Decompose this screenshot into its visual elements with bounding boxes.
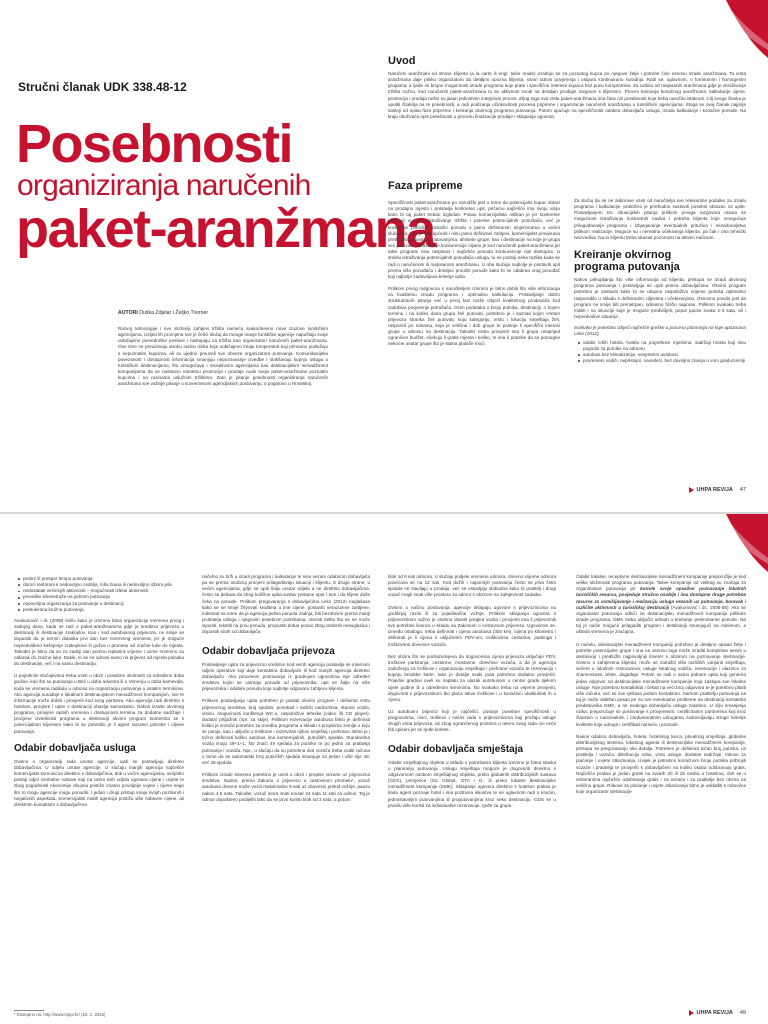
col2-text: načelno su brži u izradi programa i kalkulacije te nisu vezani odabirom dobavljača pa se prema osobnoj procjeni prilagođavaju situaciji i klijentu. S druge strane, u većim agencijama, gdje se upiti šalju unutar odjela a ne direktno dobavljačima, često se dešava da zbog količine upita sustav postane spor i tom i da klijent duže čeka na ponude. Prilikom pregovaranja s dobavljačima Leko (2012) naglašava kako se ne smije žrtvovati kvaliteta u ime cijene, postaviti nerazumne zahtjeve, indistrati na tome da je agencija jedina ponuda zadnja, biti bezobzirni prema manji prubateja usluga i njegovim posebnim potrebama, otezati nešto što se ne može ispuniti, tekstiti na prvu ponudu, propustiti dobar posao zbog osobnih nesuglasica i dopustiti strah od dobavljača. (202, 574, 370, 635)
col1-text: Avakumović i dr. (2008) ističu kako je iznimno bitna organizacija vremena prvog i zadnjeg dana, kada se radi o paket-aranžmanima gdje je sredstvo prijevoza u destinaciji ili destinacije zrakoplov. Kao i kod autobusnog prijevoza, ne smije se dopustiti da je termin dolaska prvi dan bez rezervnog vremena, jer je moguće nepredviđeno kašnjenje zrakoplova ili gužva u prometu od zračne luke do mjesta. Također je bitno da se za zadnji dan pomno isplanira vrijeme i uzme rezervno za odlazak do zračne luke. Dakle, to se ne odnosi samo na prijevoz od mjesta polaska do destinacije, već i na samu destinaciju. (14, 617, 184, 667)
article-type: Stručni članak UDK 338.48-12 (18, 80, 187, 94)
triangle-icon (689, 487, 694, 493)
list-item: obroci restorani s nedovoljno osoblja, loša hrana ili nedovoljno izbora jela (18, 582, 184, 588)
corner-decoration (706, 0, 768, 58)
smjestaj-heading: Odabir dobavljača smještaja (388, 743, 524, 755)
authors-names: Duška Zdjelar i Željko Trezner (139, 310, 209, 316)
prijevoz-text-3: Prilikom izrade itinerera potrebno je uzeti u obzir i propise vezane uz prijevozna sredstva. Naime, prema Zakonu o prijevozu u cestovnom prometu¹, vozač autobusa dnevno može voziti maksimalno 9 sati uz obavezni prekid vožnje, pauzu nakon 4,5 sata. Također, vozač mora imati unutar 24 sata 11 sati za odmor. Taj je odmor dopušteno podijeliti tako da se prvo koristi blok od 3 sata, a potom (202, 772, 370, 802)
col3-text: blok od 9 sati odmora. U slučaju podjele vremena odmora, dnevno vrijeme odmora povećava se na 12 sati. Kod dužih i napornijih putovanja često se prva četiri sjedala ne stavljaju u prodaju, već se ostavljaju slobodna kako bi pratitelj i drugi vozač mogli imati više prostora za odmor s obzirom na zahtjevnost zadatka. (388, 574, 557, 598)
title-line-2: organiziranja naručenih (17, 169, 311, 202)
list-item: prebrz ili prespor tempo putovanja (18, 576, 184, 582)
page-footer-47 (689, 487, 747, 493)
list-item: prebukirana kružna putovanja. (18, 607, 184, 613)
col3-text-4: Uz autobusni prijevoz koji je najčešći, postoje posebne specifičnosti u pregovorima, rizici, troškovi i načini rada s prijevoznicima koji pružaju usluge drugih vrsta prijevoza, ali zbog ograničenog prostora u okviru ovog rada oni neće biti opisani jer se rjeđe koriste. (388, 708, 556, 733)
triangle-icon (689, 1010, 694, 1016)
faza-section (388, 180, 560, 348)
uvod-heading: Uvod (388, 55, 416, 67)
page-number: 47 (739, 487, 746, 493)
faza-text-1: Specifičnost paket-aranžmana po narudžbi jest u tome da potencijalni kupac dolazi na prodajno mjesto i postavlja konkretan upit, pričemu najčešće ima svoju viziju kako bi taj paket trebao izgledati. Posao komercijalista oslikan je jer konkretne prethodi općenito istraživanje tržišta i potrebe potencijalnih potrošača, već je konkretan potrošač zatražio ponudu s jasno definiranim smjernicama u većini slučajeva. Ako je upit općenit i nisu jasno definirani zahtjevi, komercijalist provjerava prethodna iskustva s putovanjima, afinitete grupe, kao i destinacije na koje je grupa već putovala. Istraživanje konkurencije ciljano je kod naručenih paket-aranžmana jer takvi programi nisu raspisani i najčešće ponuda konkurencije nije dostupna. U smislu istraživanja potencijalnih ponuđača usluga, tu ne postoji neka razlika kada se radi o naručenom ili raspisanom aranžmanu. U oba slučaja najbolje je postaviti upit prema više ponuđača i detaljno proučiti ponude kako bi se odabrao onaj ponuđač koji najbolje zadovoljava kriterije upita. (388, 200, 560, 279)
footnote-rule (14, 1010, 44, 1011)
faza-heading: Faza pripreme (388, 180, 463, 192)
kreiranje-heading: Kreiranje okvirnog programa putovanja (574, 249, 680, 274)
col3-text-2: Ovisno o načinu poslovanja, agencije sklapaju ugovore s prijevoznicima na godišnjoj razini ili za pojedinačne vožnje. Prilikom sklapanja ugovora s prijevoznikom važno je osobno obaviti pregled vozila i provjeriti ima li prijevoznik sve potrebne licence u skladu sa Zakonom o cestovnom prijevozu. Ugovorom se, između ostaloga, treba definirati i cijena autobusa (300 km), cijena po kilometru i definirati je li cijena s uključenim PDV-om, troškovima cestarina, parkinga i troškovima dnevnice vozača. (388, 604, 556, 647)
column-3 (388, 574, 556, 809)
column-4 (576, 574, 746, 795)
list-item: nepovoljna organizacija za putovanje u destinaciji (18, 601, 184, 607)
odabir-usluga-heading: Odabir dobavljača usluga (14, 742, 136, 754)
col4-text-2: U načelu, destinacijski menadžment kompaniji potrebno je detaljno opisati želje i potrebe potencijalne grupe i ona na osnovu toga može izraditi kompletan servis u destinaciji i predložiti najpovoljniji itinerer s obzirom na poznavanje destinacije. Ovisno o zahtjevima klijenta, može se zatražiti više različitih varijanti smještaja, večere u lokalnim restoranima, usluge lokalnog vodiča, rezervacije i ulaznice za znamenitosti, izlete, događaje. Pritom se radi o samo jednom upitu koji generira jedan odgovor od destinacijske menadžment kompanije koja zastupa sve lokalne usluge. Nije potrebno kontaktirati i čekati na veći broj odgovora te je potrebno platiti više računa, već se sve rješava jednim kontaktom. Samom pratitelju putovanja na taj je način olakšan posao jer za sve eventualne probleme na destinaciji kontaktira predstavnika DMK, a ne svakoga dobavljača usluga zasebno. U cilju smanjenja rizika, preporučuje se poslovanje s provjerenim, certificiranim partnerima koji kroz članstvo u nacionalnim i međunarodnim udrugama zadovoljavaju stroge kriterije kvalitete koje udruge i certifikati nameću i provode. (576, 641, 746, 727)
list-item: autobusi bez klimatizacije, nespremni autobusi (578, 352, 746, 358)
intro-paragraph: Razvoj tehnologije i sve složeniji zahtjevi tržišta nameću svakodnevno nove izazove turističkim agencijama. Usljed tih promjena sve je češći slučaj da mnoge manje turističke agencije napuštaju svoje uobičajene posredničke poslove i nastupaju na tržištu kao organizatori naručenih paket-aranžmana. One time ne preuzimaju visoku razinu rizika koje uobičajeno imaju turoperatori koji primamo poslužuju s nepoznatim kupcima, ali su ujedno preuzeli sve obveze organizatora putovanja. Komunikacijska povezanost i dostupnost informacija smanjuju nepoznavanje izvedbe i olakšavaju kupnju usluga u turističkim destinacijama, što omogućava i receptivnim agencijama kao destinacijskim menadžment kompanijama da se nastavno nametnu promocije i prodaje nude svoje paket-aranžmane poznatim kupcima i na razinama uslužnim tržištima. Zato je pitanje posebnosti organiziranja naručenih aranžmana sve važnije pitanje u suvremenom agencijskom poslovanju, a pogotovo u Hrvatskoj. (118, 326, 328, 387)
list-item: nedostatak večernjih aktivnosti – mogućnosti izleta/ aktivnosti (18, 588, 184, 594)
list-item: odabir loših hotela, hotela na pogrešnim mjestima, sadržaji hotela koji nisu pogodni za putnike na odmoru (578, 340, 746, 352)
title-line-3: paket-aranžmana (16, 199, 435, 259)
footer-label: UHPA REVIJA (696, 1010, 733, 1016)
column-1 (14, 574, 184, 808)
corner-decoration (706, 514, 768, 572)
footnote: ¹ Dostupno na: http://www.mppi.hr/ (15. 1. 2015) (14, 1012, 106, 1017)
prijevoz-text: Postavljanje upita za prijevozno sredstvo kod većih agencija postavlja se internom odjelu operative koji daje kontaktira dobavljače ili kod manjih agencija direktno dobavljaču. Ako procesom posrovanja iz gradinjem ugovorima nije određen sredstvo kojim se ustmaju ponude od prijevoznika, upit se šalje na više prijevoznika i odabire ponuda koja najbolje odgovara zahtjevu klijenta. (202, 661, 370, 692)
prijevoz-text-2: Prilikom postavljanja upita potrebno je poslati okvirni program i definirati vrstu prijevoznog sredstva, broj sjedala, ponekad i različit nadzorstva, starost vozila, visinu, mogućnosti korištenja WC-a, raspoložive tehnike (video i/li CD player), dodatni prtljažnik (npr. za skije). Prilikom rezervacije autobusa bitno je definirati koliko je vozača potrebno za izvedbu programa u skladu s propisima zemlje u koju se putuje, kao i uključiti u troškove i rezervirati njihov smještaj i prehranu. Bitno je i točno definirati koliko autobus ima komercijalnih, putničkih sjedala. Standardna vozila imaju 49+1+1, što znači 49 sjedala za putnike te po jedno za pratitelja putovanja i vozača. Npr., u slučaju da su potrebna dva vozača treba voditi računa o tome da se automatski broj putničkih sjedala smanjuje za jedan i više nije 49, već 48 sjedala. (202, 698, 370, 765)
prijevoz-heading: Odabir dobavljača prijevoza (202, 645, 335, 657)
kreiranje-text: Nakon prikupljanja što više informacija od klijenta, pristupa se izradi okvirnog programa putovanja i postavljaju se upiti prema dobavljačima. Okvirni program potrebno je sastaviti kako bi se ukupno raspoloživo vrijeme putnika optimalno rasporedilo u skladu s definiranim ciljevima i očekivanjima. Osnovno pravilo jest da program ne smije biti prenatrpan, odnosno fizički naporan. Prilikom svakako treba misliti i na situacije koje je moguće predvidjeti, poput pauze svaka 2-3 sata, ali i nepredvidive situacije. (574, 277, 746, 320)
smjestaj-text: Odabir smještajnog objekta u skladu s potrebama klijenta iznimno je bitna stavka u planiranju putovanja. Uslugu smještaja moguće je dogovoriti direktno s odgovornom osobom smještajnog objekta, preko globalnih distribucijskih sustava (GDS), primjerice (Sic Global, GTA i sl., ili preko lokalne destinacijske menadžment kompanije (DMK). Sklapanje ugovora direktno s hotelom praksa je kada agent poznaje hotel i ima pozitivna iskustva te se uglavnom radi o kraćim, jednostavnijim putovanjima ili proputovanjima kroz neku destinaciju. GDS se u pravilu više koristi za individualne rezervacije, rjeđe za grupe. (388, 759, 556, 808)
kreiranje-bullets (578, 340, 746, 365)
odabir-usluga-text: Ovisno o organizaciji rada unutar agencije, upiti se postavljaju direktno dobavljačima. U odjelu unutar agencije. U slučaju manjih agencija najčešće komercijalist komunicira direktno s dobavljačima, dok u većim agencijama, nerijetko postoji odjel centralne nabave koji na razini svih odjela ugovara cijene i uvjete te zbog pogodnosti ekonomije obujma postiže znatno povoljnije uvjete i cijene nego što to mogu agencije mogu ponuditi. I jedan i drugi pristup imaju svojih pozitivnih i negativnih aspekata. Komercijalisti malih agencija postižu više nabavne cijene, ali direktnim kontaktom s dobavljačima (14, 758, 184, 807)
uvod-text: Naručeni aranžmani od strane klijenta (a la carte ili engl. tailor made) izrađuju se za poznatog kupca po njegove želje i potrebe čine osnovu izrade aranžmana. Ta vrsta aranžmana daje priliku organizatoru da detaljno upozna klijenta, stvori odnos povjerenja i osigura kontinuiranu suradnju. Radi se, uglavnom, o formiranim i homogenim grupama, a rjeđe se brojne mogućnosti izrade programa koje prate i specifične interese kupaca bez puno kompromisa. Za razliku od raspisanih aranžmana gdje je istraživanje tržišta nužno, kod naručenih paket-aranžmana to se aktivnost svodi na detaljan prodajni razgovor s klijentom. Proces kreiranja konačnog aranžmana, kalkulacije cijene, promocija i prodaja nešto su jasan jedinstven integrirani proces. Zbog toga ova vrsta paket-aranžmana ima čitav niz posebnosti koje treba naročito istaknuti. Cilj ovoga članka je uputiti čitatelja na te posebnosti, a radi podizanja učinkovitosti procesa pripreme i organizacije naručenih aranžmana u turističkim agencijama. Stoga se ovaj članak najprije sastoji od opisa faze pripreme i kreiranja okvirnog programa putovanja. Potom upućuje na specifičnosti odabira dobavljača usluga, izradu kalkulacije i konačne ponude. Na kraju obuhvaća opis posebnosti u procesu finalizacije prodaje i sklapanja ugovora. (388, 71, 746, 120)
faza-text-2: Prilikom prvog razgovora s naručiteljem iznimno je bitno dobiti što više informacija za kvalitetnu izradu programa i optimalnu kalkulaciju. Postavljanje dobro strukturiranih pitanja već u prvoj fazi može izbjeći kvalitetnog prodavača kod zadobiva povjerenje potrošača. Osim podataka o broju putnika, destinaciji, o kojem terminu i na koliko dana grupa želi putovati, potrebno je i saznati kojim vrstom prijevoza stranka želi putovati, koju kategoriju, vrstu i lokaciju smještaja želi, raspored po sobama, koja je veličina i dob grupe te postoje li specifični interesi grupe u odnosu na destinaciju. Također treba provjeriti ima li grupa unaprijed ograničen budžet, očekuju li gratis mjesta i koliko, te ima li potrebe da se pomogne nekome unutar grupe što je stalna plateže moći. (388, 286, 560, 347)
page-footer-49 (689, 1010, 747, 1016)
top-bullets (18, 576, 184, 613)
right-column (574, 198, 746, 366)
col1-text-2: U pojedinim slučajevima treba uzeti u obzir i posebne okolnosti za određeno doba godine, kao što su putovanja u Beč u doba adventa ili u Veneciju u doba karnevala, kada se vremena radikalu u odnosu na organizaciju putovanja u ostalim terminima. Ako agencija surađuje s lokalnom destinacijskom menadžment kompanijom, sve te informacije može dobiti i provjeriti kod svog partnera. Ako agencija radi direktno s hotelom, provjere i upite o destinaciji obavlja samostalno. Nakon izrade okvirnog programa, provjere radnih vremena i dostupnosti termina za dodatne sadržaje i procjene izvedivosti programa u destinaciji okvirni program komentira se s potencijalnim klijentom kako bi se potvrdilo je li agent razumio potrebe i ciljeve putovanja. (14, 673, 184, 734)
list-item: povremeni vodiči, nepristojni, navodeći, bez dovoljno znanja o vom gradu/zemlji (578, 358, 746, 364)
column-2 (202, 574, 370, 803)
authors-label: AUTORI (118, 310, 138, 316)
footer-label: UHPA REVIJA (696, 487, 733, 493)
col4-text: Odabir lokalne, receptivne destinacijske menadžment kompanije preporučljiv je kod velike složenosti programa putovanja. Takve kompanije od velikog su značaja za organizatora putovanja jer koriste svoje opsežno poznavanje lokalnih turističkih resursa, posjeduje stručno osoblje i ima dostupne druge potrebne resurse za osmišljavanje i realizaciju usluga vezanih uz putovanje, boravak i različite aktivnosti u turističkoj destinaciji (Avakumović i dr., 2008-55). Ako se organizator putovanja odluči za destinacijsku menadžment kompaniju prilikom izrade programa, DMK treba uključiti odmah u kreiranje preliminarne ponude. Na taj je način moguće prilagoditi program i destinaciji smanjujući na minimum, a ušteda vremena je značajna. (576, 574, 747, 635)
faza-right-text: Za slučaj da se ne zaborave uzeti od naručitelja sve relevantne podatke za izradu programa i kalkulacije, praktično je prethodno sastaviti posebni obrazac za upite. Postavljanjem tzv. situacijskih pitanja prilikom prvoga razgovora otvara se mogućnost istraživanja konkretnih navika i potreba klijenta koje omogućuje prilagođavanje programa i izbjegavanje eventualnih prituživa i nezadovoljstva prilikom realizacije. Moguće su i nerealna očekivanja klijenta, pa čak i ona tehnički neizvediva. Na to klijentu treba ukazati pozornost na takvim načinom. (574, 198, 746, 240)
col3-text-3: Bez obzira što se podrazumijeva da dogovorena cijena prijevoza uključuje PDV, troškove parkiranja, cestarine, mostarine, dnevnice vozača, a da je agencija zaduženja za troškove i organizaciju smještaja i prehrane vozača te rezervaciju i kupnju brodske karte, tako je detalje svaki puta potrebno dodatno provjeriti. Pojedini gradovi uveli su naplatu za ulazak autobusom u centar grada tijekom cijele godine ili u određenim terminima, što svakako treba na vrijeme provjeriti, dogovoriti s prijevoznikom tko plaća takve troškove i u konačnici ukalkulirati ih u cijenu. (388, 653, 556, 702)
uvod-section (388, 55, 746, 120)
col4-text-3: Nakon odabira dobavljača, hotela, hotelskog lanca, privatnog smještaja, globalne distribucijskog sistema, lokalnog agenta ili destinacijske menadžment kompanije, pristupa se pregovaranju oko detalja. Potrebno je definirati točan broj putnika, uz pratitelja i vozača, distribuciju soba, vrstu usluge, dodatne sadržaje, rokove za plaćanje i uvjete otkazivanja. Uvijek je potrebno konačnom broju putnika pribrojiti vozače i pratitelja te provjeriti s dobavljačem na koliko osoba odobravaju gratis. Najčešća praksa je jedan gratis na svakih 20 ili 25 osoba u hotelima, dok se u restoranima najčešće odobravaju gratis i za vozače i za pratitelje bez obzira na veličinu grupe. Rokove za plaćanje i uvjete otkazivanja bitno je usklađiti s rokovima koje organizator destinacije (576, 733, 746, 795)
page-number: 49 (739, 1010, 746, 1016)
kreiranje-text-2: Svakako je potrebno izbjeći najčešće greške u procesu planiranja na koje upozorava Leko (2012): (574, 325, 746, 337)
list-item: prevelike kilometraže na jednom putovanju (18, 594, 184, 600)
title-line-1: Posebnosti (16, 114, 293, 174)
authors (118, 310, 208, 316)
page-49 (0, 514, 768, 1024)
